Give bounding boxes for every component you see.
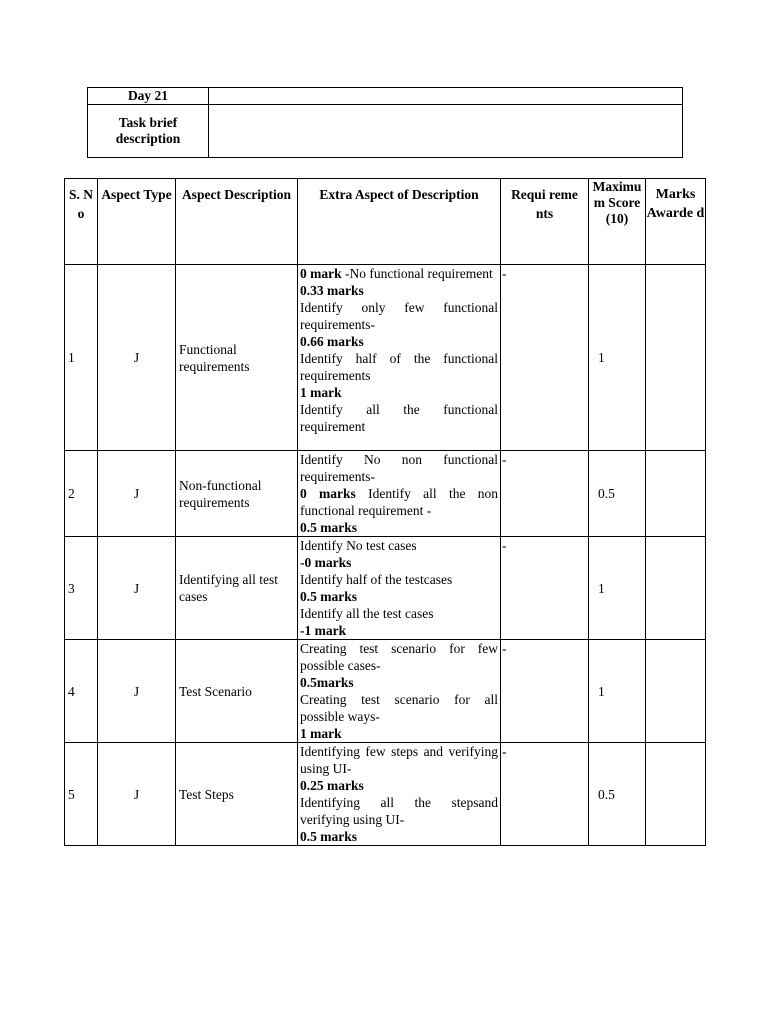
marks-awarded-header: Marks Awarde d [646, 179, 706, 265]
criteria-line [300, 777, 498, 794]
criteria-mark: 0.5marks [300, 675, 354, 690]
criteria-mark: 0.5 marks [300, 520, 357, 535]
aspect-type-header: Aspect Type [98, 179, 176, 265]
task-brief-value [209, 105, 683, 158]
criteria-line [300, 519, 498, 536]
row-number: 1 [65, 265, 98, 451]
table-row [65, 265, 706, 451]
aspect-description-header: Aspect Description [176, 179, 298, 265]
criteria-text: Identify No test cases [300, 538, 417, 553]
marks-awarded-cell [646, 640, 706, 743]
day-value [209, 88, 683, 105]
criteria-text: Creating test scenario for few possible cases- [300, 641, 498, 673]
criteria-mark: 1 mark [300, 385, 342, 400]
criteria-line [300, 282, 498, 299]
task-row [88, 105, 683, 158]
max-score-header: Maximu m Score (10) [589, 179, 646, 265]
row-number: 2 [65, 451, 98, 537]
criteria-mark: -1 mark [300, 623, 347, 638]
task-brief-label: Task brief description [88, 105, 209, 158]
marks-awarded-cell [646, 265, 706, 451]
criteria-mark: 0 marks [300, 486, 356, 501]
row-number: 4 [65, 640, 98, 743]
criteria-line [300, 725, 498, 742]
criteria-mark: 0.5 marks [300, 589, 357, 604]
rubric-table [64, 178, 706, 846]
criteria-line [300, 605, 498, 622]
criteria-mark: -0 marks [300, 555, 352, 570]
criteria-text: Identify half of the functional requirements [300, 351, 498, 383]
criteria-line [300, 333, 498, 350]
task-info-table [87, 87, 683, 158]
table-row [65, 537, 706, 640]
aspect-description-cell: Functional requirements [176, 265, 298, 451]
table-row [65, 640, 706, 743]
aspect-description-cell: Test Steps [176, 743, 298, 846]
aspect-description-cell: Test Scenario [176, 640, 298, 743]
criteria-text: Identify all the non functional requirement - [300, 486, 498, 518]
sno-header: S. N o [65, 179, 98, 265]
criteria-mark: 0 mark [300, 266, 342, 281]
criteria-mark: 1 mark [300, 726, 342, 741]
requirements-header: Requi reme nts [501, 179, 589, 265]
max-score-cell: 0.5 [589, 451, 646, 537]
day-label: Day 21 [88, 88, 209, 105]
criteria-line [300, 401, 498, 435]
criteria-mark: 0.33 marks [300, 283, 364, 298]
aspect-type-cell: J [98, 451, 176, 537]
aspect-type-cell: J [98, 537, 176, 640]
criteria-line [300, 588, 498, 605]
max-score-cell: 1 [589, 640, 646, 743]
criteria-text: Identifying few steps and verifying using UI- [300, 744, 498, 776]
criteria-line [300, 350, 498, 384]
aspect-type-cell: J [98, 743, 176, 846]
day-row [88, 88, 683, 105]
criteria-mark: 0.5 marks [300, 829, 357, 844]
criteria-line [300, 828, 498, 845]
criteria-line [300, 265, 498, 282]
header-row [65, 179, 706, 265]
criteria-line [300, 451, 498, 485]
max-score-cell: 1 [589, 537, 646, 640]
criteria-line [300, 537, 498, 554]
marks-awarded-cell [646, 743, 706, 846]
criteria-mark: 0.66 marks [300, 334, 364, 349]
criteria-line [300, 794, 498, 828]
extra-aspect-header: Extra Aspect of Description [298, 179, 501, 265]
requirements-cell: - [501, 640, 589, 743]
max-score-cell: 0.5 [589, 743, 646, 846]
table-row [65, 451, 706, 537]
criteria-line [300, 384, 498, 401]
extra-aspect-cell [298, 640, 501, 743]
criteria-line [300, 299, 498, 333]
extra-aspect-cell [298, 451, 501, 537]
marks-awarded-cell [646, 537, 706, 640]
extra-aspect-cell [298, 265, 501, 451]
criteria-line [300, 743, 498, 777]
criteria-line [300, 622, 498, 639]
requirements-cell: - [501, 265, 589, 451]
aspect-description-cell: Non-functional requirements [176, 451, 298, 537]
extra-aspect-cell [298, 537, 501, 640]
extra-aspect-cell [298, 743, 501, 846]
criteria-text: Identify all the test cases [300, 606, 434, 621]
marks-awarded-cell [646, 451, 706, 537]
max-score-cell: 1 [589, 265, 646, 451]
criteria-text: Creating test scenario for all possible ways- [300, 692, 498, 724]
criteria-text: Identify half of the testcases [300, 572, 453, 587]
aspect-description-cell: Identifying all test cases [176, 537, 298, 640]
criteria-line [300, 554, 498, 571]
requirements-cell: - [501, 451, 589, 537]
criteria-mark: 0.25 marks [300, 778, 364, 793]
aspect-type-cell: J [98, 640, 176, 743]
criteria-text: Identifying all the stepsand verifying using UI- [300, 795, 498, 827]
aspect-type-cell: J [98, 265, 176, 451]
criteria-text: Identify all the functional requirement [300, 402, 498, 434]
criteria-line [300, 485, 498, 519]
criteria-text: -No functional requirement [341, 266, 493, 281]
row-number: 3 [65, 537, 98, 640]
criteria-text: Identify No non functional requirements- [300, 452, 498, 484]
row-number: 5 [65, 743, 98, 846]
criteria-line [300, 674, 498, 691]
criteria-line [300, 571, 498, 588]
criteria-line [300, 691, 498, 725]
table-row [65, 743, 706, 846]
requirements-cell: - [501, 537, 589, 640]
requirements-cell: - [501, 743, 589, 846]
criteria-text: Identify only few functional requirements- [300, 300, 498, 332]
criteria-line [300, 640, 498, 674]
